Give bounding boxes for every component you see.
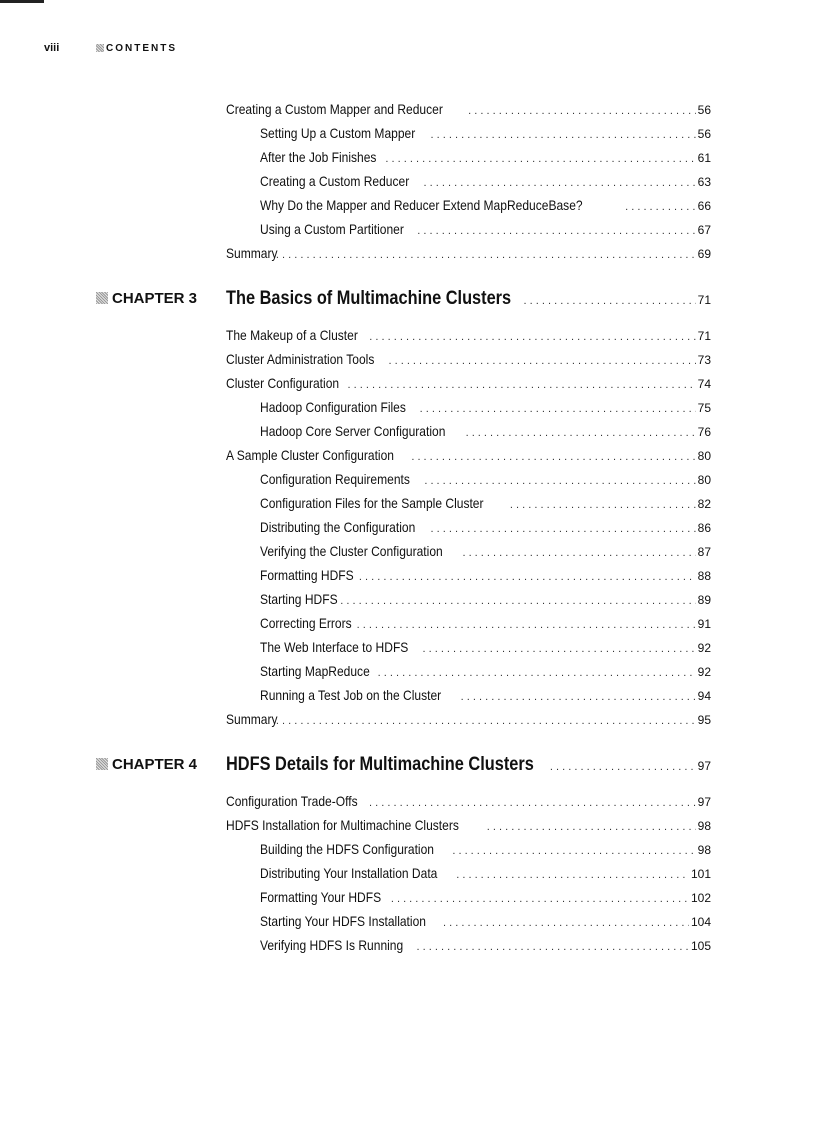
dot-leader: [456, 866, 689, 884]
toc-entry[interactable]: [260, 196, 711, 214]
toc-entry-label: Correcting Errors: [260, 615, 352, 631]
dot-leader: [417, 938, 689, 956]
toc-entry-label: Creating a Custom Reducer: [260, 173, 410, 189]
toc-entry-page-number: 56: [697, 103, 711, 117]
toc-entry[interactable]: [260, 124, 711, 142]
dot-leader: [417, 222, 695, 240]
toc-entry-page-number: 73: [697, 353, 711, 367]
dot-leader: [385, 150, 695, 168]
dot-leader: [422, 640, 695, 658]
dot-leader: [388, 352, 695, 370]
toc-entry[interactable]: [226, 816, 711, 834]
toc-entry[interactable]: [226, 446, 711, 464]
toc-entry-page-number: 82: [697, 497, 711, 511]
toc-entry[interactable]: [260, 494, 711, 512]
dot-leader: [359, 568, 696, 586]
toc-entry-label: Setting Up a Custom Mapper: [260, 125, 416, 141]
toc-entry-page-number: 66: [697, 199, 711, 213]
toc-entry[interactable]: [260, 220, 711, 238]
dot-leader: [550, 761, 696, 773]
toc-entry-page-number: 97: [697, 795, 711, 809]
toc-entry-page-number: 71: [697, 329, 711, 343]
toc-entry-label: Verifying HDFS Is Running: [260, 937, 404, 953]
toc-entry[interactable]: [260, 542, 711, 560]
toc-entry[interactable]: [260, 888, 711, 906]
dot-leader: [369, 328, 695, 346]
toc-entry-label: Formatting Your HDFS: [260, 889, 382, 905]
dot-leader: [468, 102, 696, 120]
toc-entry-label: Verifying the Cluster Configuration: [260, 543, 443, 559]
toc-entry-page-number: 63: [697, 175, 711, 189]
toc-entry[interactable]: [260, 638, 711, 656]
toc-entry[interactable]: [260, 686, 711, 704]
toc-entry[interactable]: [260, 912, 711, 930]
toc-entry-label: A Sample Cluster Configuration: [226, 447, 394, 463]
chapter-heading[interactable]: [96, 288, 711, 312]
toc-entry-label: Formatting HDFS: [260, 567, 354, 583]
toc-entry[interactable]: [226, 710, 711, 728]
dot-leader: [452, 842, 695, 860]
toc-entry-page-number: 98: [697, 819, 711, 833]
toc-entry-page-number: 91: [697, 617, 711, 631]
toc-entry-page-number: 98: [697, 843, 711, 857]
toc-entry-label: Creating a Custom Mapper and Reducer: [226, 101, 443, 117]
dot-leader: [378, 664, 696, 682]
dot-leader: [424, 472, 695, 490]
toc-entry-label: Building the HDFS Configuration: [260, 841, 435, 857]
toc-entry[interactable]: [226, 792, 711, 810]
toc-entry[interactable]: [260, 864, 711, 882]
toc-entry-page-number: 80: [697, 449, 711, 463]
page-number: viii: [44, 42, 60, 54]
toc-entry[interactable]: [260, 936, 711, 954]
dot-leader: [369, 794, 696, 812]
dot-leader: [431, 126, 696, 144]
toc-entry-page-number: 75: [697, 401, 711, 415]
dot-leader: [487, 818, 696, 836]
dot-leader: [340, 592, 695, 610]
toc-entry-page-number: 102: [690, 891, 711, 905]
toc-entry[interactable]: [226, 100, 711, 118]
toc-entry[interactable]: [260, 590, 711, 608]
toc-entry[interactable]: [260, 614, 711, 632]
toc-entry-label: Why Do the Mapper and Reducer Extend MapReduceBase?: [260, 197, 583, 213]
chapter-title: The Basics of Multimachine Clusters: [226, 288, 512, 309]
toc-entry[interactable]: [260, 422, 711, 440]
toc-entry[interactable]: [260, 470, 711, 488]
chapter-number-label: CHAPTER 3: [112, 289, 198, 307]
dot-leader: [466, 424, 696, 442]
toc-entry[interactable]: [260, 148, 711, 166]
toc-entry-page-number: 67: [697, 223, 711, 237]
dot-leader: [420, 400, 696, 418]
toc-entry[interactable]: [226, 244, 711, 262]
toc-entry-label: After the Job Finishes: [260, 149, 377, 165]
toc-entry-page-number: 92: [697, 641, 711, 655]
toc-entry[interactable]: [260, 662, 711, 680]
toc-entry-label: Cluster Administration Tools: [226, 351, 375, 367]
toc-entry[interactable]: [260, 398, 711, 416]
toc-entry-label: Distributing Your Installation Data: [260, 865, 438, 881]
toc-entry-page-number: 92: [697, 665, 711, 679]
toc-entry-label: Starting MapReduce: [260, 663, 370, 679]
texture-square-icon: [96, 292, 108, 304]
toc-entry[interactable]: [226, 374, 711, 392]
dot-leader: [357, 616, 696, 634]
toc-entry-label: The Makeup of a Cluster: [226, 327, 358, 343]
toc-entry[interactable]: [226, 326, 711, 344]
chapter-number: [96, 756, 226, 773]
dot-leader: [431, 520, 696, 538]
dot-leader: [348, 376, 696, 394]
chapter-page-number: 97: [697, 759, 711, 773]
toc-entry-page-number: 86: [697, 521, 711, 535]
toc-entry-label: Summary: [226, 245, 278, 261]
dot-leader: [625, 198, 696, 216]
toc-entry-label: Summary: [226, 711, 278, 727]
toc-entry-label: Cluster Configuration: [226, 375, 340, 391]
toc-entry-page-number: 76: [697, 425, 711, 439]
toc-entry-page-number: 61: [697, 151, 711, 165]
toc-entry-page-number: 80: [697, 473, 711, 487]
toc-entry-page-number: 95: [697, 713, 711, 727]
toc-entry-page-number: 87: [697, 545, 711, 559]
toc-entry-label: Configuration Requirements: [260, 471, 410, 487]
dot-leader: [524, 295, 696, 307]
dot-leader: [462, 544, 695, 562]
dot-leader: [424, 174, 696, 192]
toc-entry-page-number: 101: [690, 867, 711, 881]
toc-entry-page-number: 89: [697, 593, 711, 607]
toc-entry-label: Distributing the Configuration: [260, 519, 416, 535]
toc-entry-label: Configuration Trade-Offs: [226, 793, 358, 809]
section-header-label: CONTENTS: [106, 42, 177, 54]
texture-square-icon: [96, 758, 108, 770]
dot-leader: [411, 448, 695, 466]
toc-entry-page-number: 69: [697, 247, 711, 261]
toc-entry-page-number: 56: [697, 127, 711, 141]
toc-entry-label: Hadoop Configuration Files: [260, 399, 406, 415]
dot-leader: [461, 688, 696, 706]
toc-entry-page-number: 94: [697, 689, 711, 703]
dot-leader: [510, 496, 696, 514]
chapter-number-label: CHAPTER 4: [112, 755, 198, 773]
toc-entry[interactable]: [260, 840, 711, 858]
chapter-page-number: 71: [697, 293, 711, 307]
toc-entry[interactable]: [260, 566, 711, 584]
dot-leader: [391, 890, 689, 908]
chapter-number: [96, 290, 226, 307]
toc-entry-label: The Web Interface to HDFS: [260, 639, 409, 655]
toc-entry-label: Running a Test Job on the Cluster: [260, 687, 442, 703]
toc-entry-page-number: 88: [697, 569, 711, 583]
toc-entry-page-number: 104: [690, 915, 711, 929]
toc-entry[interactable]: [260, 518, 711, 536]
toc-entry-page-number: 105: [690, 939, 711, 953]
toc-entry-page-number: 74: [697, 377, 711, 391]
dot-leader: [276, 246, 696, 264]
toc-entry-label: Configuration Files for the Sample Cluster: [260, 495, 484, 511]
toc-entry[interactable]: [226, 350, 711, 368]
toc-entry-label: HDFS Installation for Multimachine Clusters: [226, 817, 459, 833]
chapter-heading[interactable]: [96, 754, 711, 778]
toc-entry-label: Starting HDFS: [260, 591, 338, 607]
chapter-title: HDFS Details for Multimachine Clusters: [226, 754, 534, 775]
toc-entry[interactable]: [260, 172, 711, 190]
dot-leader: [276, 712, 696, 730]
toc-entry-label: Starting Your HDFS Installation: [260, 913, 426, 929]
dot-leader: [443, 914, 689, 932]
toc-entry-label: Hadoop Core Server Configuration: [260, 423, 446, 439]
toc-entry-label: Using a Custom Partitioner: [260, 221, 404, 237]
